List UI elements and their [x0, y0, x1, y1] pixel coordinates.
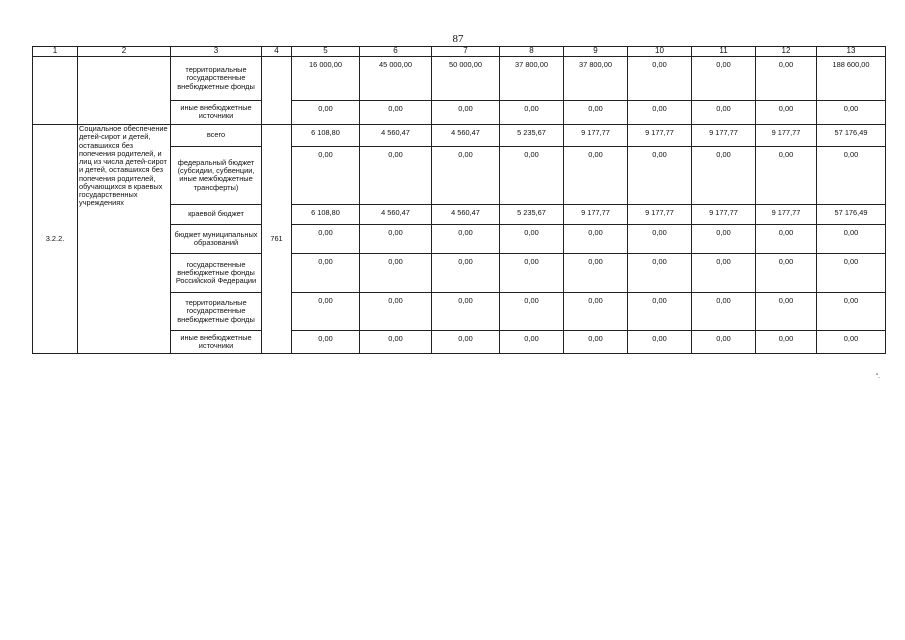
amount-cell: 0,00	[432, 146, 500, 204]
amount-cell: 0,00	[756, 146, 817, 204]
item-description: Социальное обеспечение детей-сирот и детей, оставшихся без попечения родителей, и лиц из числа детей-сирот и детей, оставшихся без попечения родителей, обучающихся в краевых государственных учреждениях	[78, 124, 171, 353]
table-body	[33, 47, 886, 354]
col-header: 13	[817, 47, 886, 57]
amount-cell: 0,00	[628, 253, 692, 292]
amount-cell: 0,00	[360, 253, 432, 292]
amount-cell: 9 177,77	[628, 124, 692, 146]
amount-cell: 0,00	[292, 253, 360, 292]
item-code: 3.2.2.	[33, 124, 78, 353]
page-number: 87	[452, 33, 464, 45]
amount-cell: 4 560,47	[360, 124, 432, 146]
col-header: 4	[262, 47, 292, 57]
table-row	[33, 124, 886, 146]
amount-cell: 45 000,00	[360, 56, 432, 100]
amount-cell: 16 000,00	[292, 56, 360, 100]
amount-cell: 0,00	[500, 100, 564, 124]
prev-item-code-cell	[33, 56, 78, 124]
amount-cell: 9 177,77	[628, 204, 692, 224]
amount-cell: 0,00	[292, 292, 360, 330]
amount-cell: 0,00	[564, 100, 628, 124]
end-mark: ".	[876, 374, 880, 380]
amount-cell: 0,00	[817, 292, 886, 330]
col-header: 12	[756, 47, 817, 57]
amount-cell: 6 108,80	[292, 204, 360, 224]
amount-cell: 0,00	[360, 330, 432, 353]
amount-cell: 0,00	[756, 56, 817, 100]
amount-cell: 0,00	[692, 330, 756, 353]
amount-cell: 0,00	[817, 224, 886, 253]
amount-cell: 9 177,77	[756, 204, 817, 224]
amount-cell: 0,00	[756, 100, 817, 124]
amount-cell: 0,00	[756, 253, 817, 292]
amount-cell: 0,00	[692, 56, 756, 100]
funding-source: иные внебюджетные источники	[171, 330, 262, 353]
amount-cell: 0,00	[292, 146, 360, 204]
amount-cell: 0,00	[432, 224, 500, 253]
amount-cell: 9 177,77	[756, 124, 817, 146]
amount-cell: 0,00	[817, 146, 886, 204]
amount-cell: 4 560,47	[432, 204, 500, 224]
funding-source: краевой бюджет	[171, 204, 262, 224]
col-header: 5	[292, 47, 360, 57]
amount-cell: 0,00	[817, 330, 886, 353]
budget-table	[32, 46, 886, 354]
amount-cell: 4 560,47	[432, 124, 500, 146]
amount-cell: 50 000,00	[432, 56, 500, 100]
amount-cell: 188 600,00	[817, 56, 886, 100]
amount-cell: 0,00	[564, 330, 628, 353]
amount-cell: 0,00	[360, 146, 432, 204]
col-header: 2	[78, 47, 171, 57]
col-header: 7	[432, 47, 500, 57]
amount-cell: 6 108,80	[292, 124, 360, 146]
amount-cell: 57 176,49	[817, 204, 886, 224]
amount-cell: 0,00	[564, 253, 628, 292]
amount-cell: 0,00	[292, 330, 360, 353]
amount-cell: 0,00	[292, 224, 360, 253]
amount-cell: 0,00	[564, 146, 628, 204]
amount-cell: 0,00	[817, 100, 886, 124]
prev-item-grbs-cell	[262, 56, 292, 124]
amount-cell: 0,00	[500, 292, 564, 330]
col-header: 10	[628, 47, 692, 57]
amount-cell: 0,00	[628, 146, 692, 204]
grbs-code: 761	[262, 124, 292, 353]
amount-cell: 0,00	[432, 253, 500, 292]
amount-cell: 0,00	[500, 146, 564, 204]
column-number-row	[33, 47, 886, 57]
amount-cell: 0,00	[564, 292, 628, 330]
funding-source: федеральный бюджет (субсидии, субвенции, иные межбюджетные трансферты)	[171, 146, 262, 204]
amount-cell: 0,00	[692, 292, 756, 330]
amount-cell: 0,00	[756, 292, 817, 330]
col-header: 1	[33, 47, 78, 57]
amount-cell: 0,00	[432, 330, 500, 353]
amount-cell: 0,00	[360, 100, 432, 124]
funding-source: государственные внебюджетные фонды Российской Федерации	[171, 253, 262, 292]
amount-cell: 57 176,49	[817, 124, 886, 146]
amount-cell: 0,00	[817, 253, 886, 292]
col-header: 8	[500, 47, 564, 57]
amount-cell: 5 235,67	[500, 204, 564, 224]
amount-cell: 0,00	[500, 330, 564, 353]
amount-cell: 0,00	[756, 224, 817, 253]
amount-cell: 0,00	[692, 224, 756, 253]
funding-source: иные внебюджетные источники	[171, 100, 262, 124]
amount-cell: 0,00	[692, 146, 756, 204]
amount-cell: 0,00	[756, 330, 817, 353]
amount-cell: 0,00	[292, 100, 360, 124]
amount-cell: 0,00	[692, 100, 756, 124]
amount-cell: 0,00	[360, 224, 432, 253]
table-row	[33, 56, 886, 100]
amount-cell: 0,00	[432, 100, 500, 124]
funding-source: территориальные государственные внебюджетные фонды	[171, 56, 262, 100]
amount-cell: 0,00	[628, 100, 692, 124]
col-header: 11	[692, 47, 756, 57]
amount-cell: 0,00	[628, 292, 692, 330]
amount-cell: 0,00	[432, 292, 500, 330]
amount-cell: 37 800,00	[564, 56, 628, 100]
amount-cell: 5 235,67	[500, 124, 564, 146]
amount-cell: 0,00	[692, 253, 756, 292]
amount-cell: 4 560,47	[360, 204, 432, 224]
prev-item-description-cell	[78, 56, 171, 124]
amount-cell: 9 177,77	[692, 204, 756, 224]
col-header: 6	[360, 47, 432, 57]
amount-cell: 37 800,00	[500, 56, 564, 100]
amount-cell: 0,00	[564, 224, 628, 253]
col-header: 3	[171, 47, 262, 57]
funding-source: территориальные государственные внебюджетные фонды	[171, 292, 262, 330]
amount-cell: 9 177,77	[692, 124, 756, 146]
amount-cell: 0,00	[500, 253, 564, 292]
amount-cell: 9 177,77	[564, 204, 628, 224]
amount-cell: 0,00	[500, 224, 564, 253]
funding-source: всего	[171, 124, 262, 146]
amount-cell: 0,00	[360, 292, 432, 330]
col-header: 9	[564, 47, 628, 57]
amount-cell: 0,00	[628, 56, 692, 100]
amount-cell: 9 177,77	[564, 124, 628, 146]
amount-cell: 0,00	[628, 224, 692, 253]
amount-cell: 0,00	[628, 330, 692, 353]
funding-source: бюджет муниципальных образований	[171, 224, 262, 253]
